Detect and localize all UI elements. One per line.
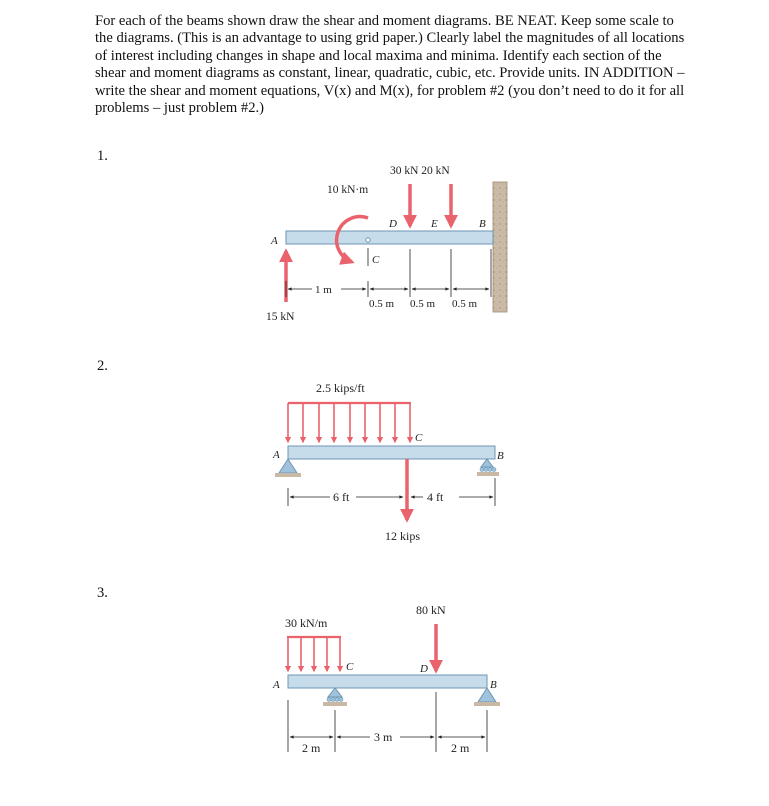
dim-0-5m-a: 0.5 m — [369, 298, 395, 310]
beam — [286, 231, 493, 244]
instructions-text: For each of the beams shown draw the shear and moment diagrams. BE NEAT. Keep some scale to the diagrams. (This is an advantage to using grid paper.) Clearly label the magnitudes of all locations of interest including changes in shape and local maxima and minima. Identify each section of the shear and moment diagrams as constant, linear, quadratic, cubic, etc. Provide units. IN ADDITION – write the shear and moment equations, V(x) and M(x), for problem #2 (you don’t need to do it for all problems – just problem #2.) — [95, 13, 685, 117]
dim-3m: 3 m — [374, 730, 393, 744]
dist-load-label: 30 kN/m — [285, 616, 328, 630]
problem-1-number: 1. — [97, 148, 108, 164]
problem-3-number: 3. — [97, 585, 108, 601]
wall — [493, 182, 507, 312]
label-a: A — [273, 449, 280, 461]
ground-b — [474, 702, 500, 706]
label-b: B — [497, 450, 504, 462]
dimension-lines — [288, 478, 495, 506]
reaction-label: 15 kN — [266, 311, 295, 323]
beam — [288, 675, 487, 688]
beam — [288, 446, 495, 459]
dim-0-5m-c: 0.5 m — [452, 298, 478, 310]
problem-2-number: 2. — [97, 358, 108, 374]
distributed-load — [288, 403, 411, 442]
label-a: A — [273, 679, 280, 691]
label-c: C — [372, 254, 380, 266]
roller-support-b — [481, 459, 493, 467]
label-c: C — [415, 432, 423, 444]
label-b: B — [479, 218, 486, 230]
dim-2m-b: 2 m — [451, 741, 470, 755]
dist-load-label: 2.5 kips/ft — [316, 381, 365, 395]
load-pair-label: 30 kN 20 kN — [390, 165, 450, 177]
ground-c — [323, 702, 347, 706]
dim-2m-a: 2 m — [302, 741, 321, 755]
label-d: D — [389, 218, 397, 230]
dim-6ft: 6 ft — [333, 490, 350, 504]
problem-3-figure — [272, 603, 500, 755]
dim-1m: 1 m — [315, 284, 332, 296]
label-b: B — [490, 679, 497, 691]
point-c-marker — [366, 238, 370, 242]
ground-a — [275, 473, 301, 477]
label-d: D — [420, 663, 428, 675]
point-load-label: 80 kN — [416, 603, 446, 617]
dim-0-5m-b: 0.5 m — [410, 298, 436, 310]
label-e: E — [431, 218, 438, 230]
rollers-b — [480, 468, 496, 472]
dim-4ft: 4 ft — [427, 490, 444, 504]
ground-b — [477, 472, 499, 476]
label-c: C — [346, 661, 354, 673]
point-load-label: 12 kips — [385, 529, 421, 543]
pin-support-a — [279, 459, 297, 473]
distributed-load — [287, 637, 341, 671]
roller-support-c — [328, 688, 342, 697]
problem-1-figure — [266, 165, 507, 323]
rollers-c — [327, 698, 343, 702]
label-a: A — [271, 235, 278, 247]
couple-label: 10 kN·m — [327, 184, 369, 196]
problem-2-figure — [272, 381, 504, 543]
